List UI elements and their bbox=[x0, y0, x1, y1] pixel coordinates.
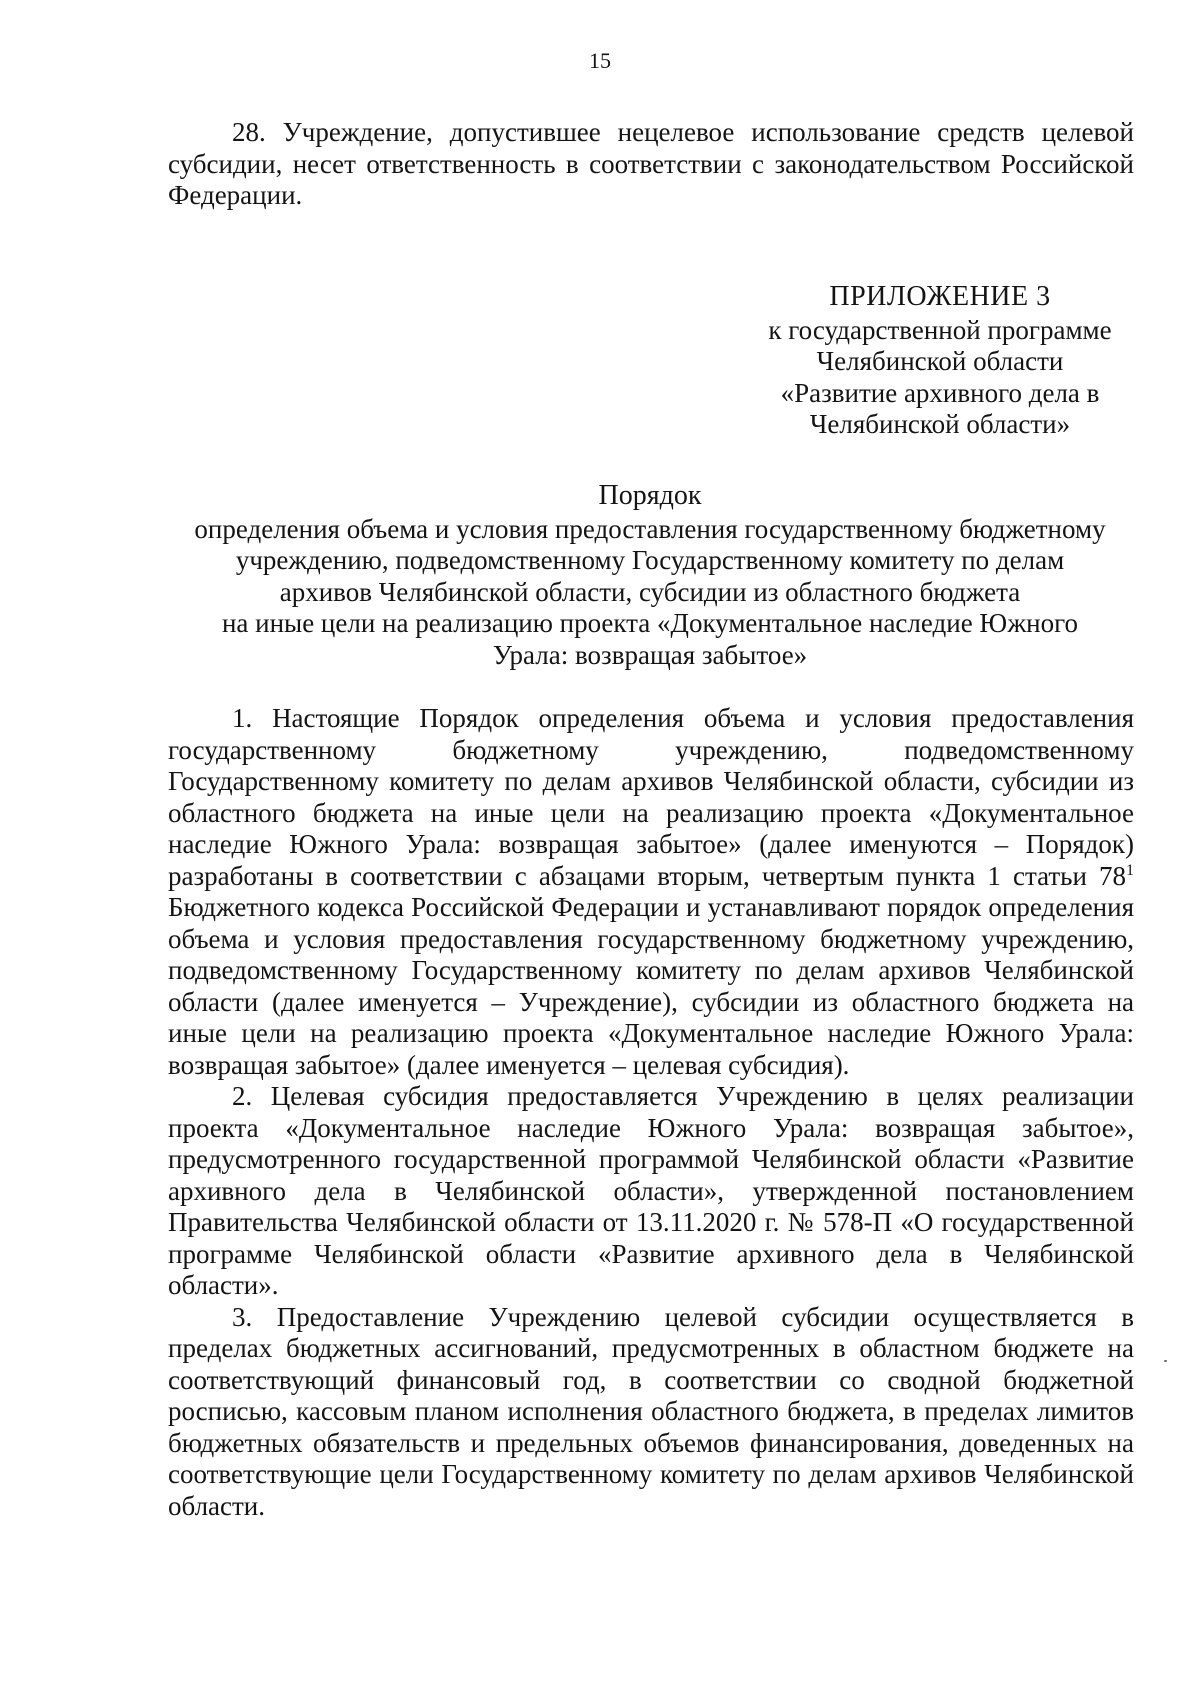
appendix-line-1: к государственной программе bbox=[768, 314, 1112, 345]
order-title-line-2: учреждению, подведомственному Государственному комитету по делам bbox=[235, 545, 1065, 575]
scan-speck bbox=[1164, 1360, 1167, 1362]
article-superscript: 1 bbox=[1126, 861, 1134, 879]
paragraph-1-part-a: 1. Настоящие Порядок определения объема и условия предоставления государственному бюджетному учреждению, подведомственному Государственному комитету по делам архивов Челябинской области, субсидии из областного бюджета на иные цели на реализацию проекта «Документальное наследие Южного Урала: возвращая забытое» (далее именуются – Порядок) разработаны в соответствии с абзацами вторым, четвертым пункта 1 статьи 78 bbox=[168, 703, 1134, 891]
order-title-line-3: архивов Челябинской области, субсидии из областного бюджета bbox=[279, 576, 1021, 607]
appendix-heading: ПРИЛОЖЕНИЕ 3 bbox=[829, 281, 1051, 312]
paragraph-1-part-b: Бюджетного кодекса Российской Федерации и устанавливают порядок определения объема и условия предоставления государственному бюджетному учреждению, подведомственному Государственному комитету по делам архивов Челябинской области (далее именуется – Учреждение), субсидии из областного бюджета на иные цели на реализацию проекта «Документальное наследие Южного Урала: возвращая забытое» (далее именуется – целевая субсидия). bbox=[168, 892, 1134, 1080]
body-text bbox=[168, 703, 1134, 1522]
page-number: 15 bbox=[589, 48, 611, 73]
appendix-line-2: Челябинской области bbox=[816, 346, 1064, 376]
paragraph-3: 3. Предоставление Учреждению целевой субсидии осуществляется в пределах бюджетных ассигнований, предусмотренных в областном бюджете на соответствующий финансовый год, в соответствии со сводной бюджетной росписью, кассовым планом исполнения областного бюджета, в пределах лимитов бюджетных обязательств и предельных объемов финансирования, доведенных на соответствующие цели Государственному комитету по делам архивов Челябинской области. bbox=[168, 1301, 1134, 1521]
paragraph-28: 28. Учреждение, допустившее нецелевое использование средств целевой субсидии, несет ответственность в соответствии с законодательством Российской Федерации. bbox=[168, 117, 1134, 210]
appendix-line-3: «Развитие архивного дела в bbox=[780, 377, 1100, 408]
order-title-line-4: на иные цели на реализацию проекта «Документальное наследие Южного bbox=[221, 608, 1079, 638]
order-title-heading: Порядок bbox=[598, 480, 702, 511]
paragraph-28-block bbox=[168, 117, 1134, 212]
appendix-line-4: Челябинской области» bbox=[809, 409, 1071, 439]
paragraph-1 bbox=[168, 703, 1134, 1081]
order-title-line-1: определения объема и условия предоставления государственному бюджетному bbox=[194, 513, 1106, 544]
paragraph-2: 2. Целевая субсидия предоставляется Учреждению в целях реализации проекта «Документальное наследие Южного Урала: возвращая забытое», предусмотренного государственной программой Челябинской области «Развитие архивного дела в Челябинской области», утвержденной постановлением Правительства Челябинской области от 13.11.2020 г. № 578-П «О государственной программе Челябинской области «Развитие архивного дела в Челябинской области». bbox=[168, 1081, 1134, 1300]
appendix-header bbox=[730, 281, 1150, 441]
order-title bbox=[150, 480, 1150, 671]
order-title-line-5: Урала: возвращая забытое» bbox=[492, 639, 808, 670]
